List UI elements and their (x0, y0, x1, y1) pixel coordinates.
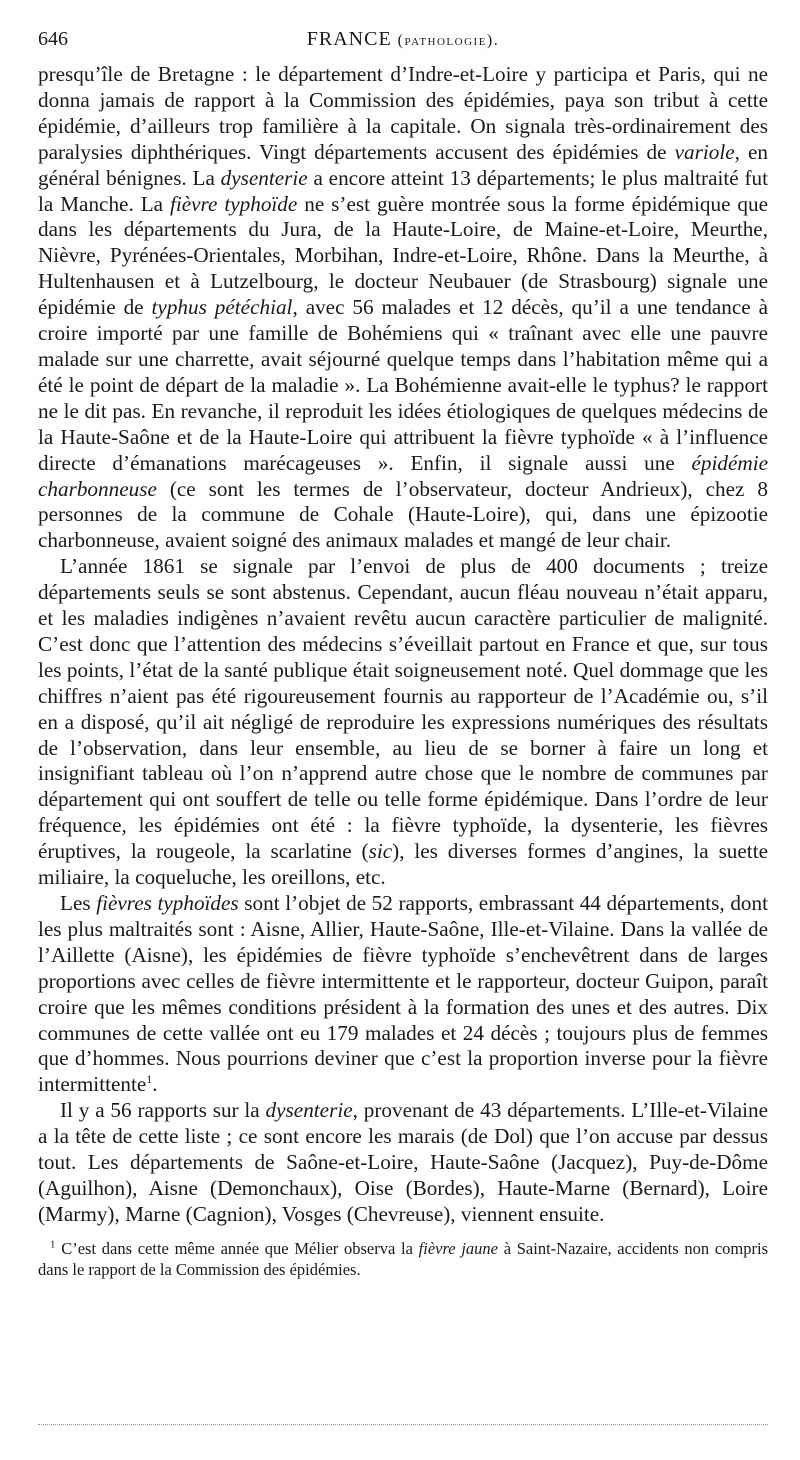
italic-term: épidémie charbonneuse (38, 450, 768, 501)
text-run: a encore atteint 13 départements; le plus maltraité fut la Manche. La (38, 165, 768, 216)
paragraph (38, 891, 768, 1098)
page-header (38, 22, 768, 62)
italic-term: typhus pétéchial (151, 295, 293, 320)
paragraph (38, 62, 768, 554)
text-run: L’année 1861 se signale par l’envoi de plus de 400 documents ; treize départements seuls se sont abstenus. Cependant, aucun fléau nouveau n’était apparu, et les maladies indigènes n’avaient revêtu aucun caractère particulier de malignité. C’est donc que l’attention des médecins s’éveillait partout en France et que, sur tous les points, l’état de la santé publique était soigneusement noté. Quel dommage que les chiffres n’aient pas été rigoureusement fournis au rapporteur de l’Académie ou, s’il en a disposé, qu’il ait négligé de reproduire les expressions numériques des résultats de l’observation, dans leur ensemble, au lieu de se borner à faire un long et insignifiant tableau où l’on n’apprend autre chose que le nombre de communes par département qui ont souffert de telle ou telle forme épidémique. Dans l’ordre de leur fréquence, les épidémies ont été : la fièvre typhoïde, la dysenterie, les fièvres éruptives, la rougeole, la scarlatine ( (38, 554, 768, 864)
footnote-mark: 1 (50, 1238, 56, 1251)
italic-term: fièvre jaune (418, 1238, 498, 1258)
italic-term: dysenterie (220, 165, 308, 190)
text-run: , en général bénignes. La (38, 139, 768, 190)
document-page (38, 22, 768, 1280)
running-head-subtitle: (pathologie). (397, 32, 500, 49)
footnote (38, 1238, 768, 1280)
page-number: 646 (38, 28, 68, 50)
paragraph (38, 554, 768, 891)
text-run: , provenant de 43 départements. L’Ille-et-Vilaine a la tête de cette liste ; ce sont encore les marais (de Dol) que l’on accuse par dessus tout. Les départements de Saône-et-Loire, Haute-Saône (Jacquez), Puy-de-Dôme (Aguilhon), Aisne (Demonchaux), Oise (Bordes), Haute-Marne (Bernard), Loire (Marmy), Marne (Cagnion), Vosges (Chevreuse), viennent ensuite. (38, 1098, 768, 1226)
italic-term: fièvres typhoïdes (96, 891, 239, 915)
text-run: ne s’est guère montrée sous la forme épidémique que dans les départements du Jura, de la Haute-Loire, de Maine-et-Loire, Meurthe, Nièvre, Pyrénées-Orientales, Morbihan, Indre-et-Loire, Rhône. Dans la Meurthe, à Hultenhausen et à Lutzelbourg, le docteur Neubauer (de Strasbourg) signale une épidémie de (38, 191, 768, 320)
text-run: C’est dans cette même année que Mélier observa la (61, 1238, 419, 1258)
text-run: , avec 56 malades et 12 décès, qu’il a une tendance à croire importé par une famille de Bohémiens qui « traînant avec elle une pauvre malade sur une charrette, avait séjourné quelque temps dans l’habitation même qui a été le point de départ de la maladie ». La Bohémienne avait-elle le typhus? le rapport ne le dit pas. En revanche, il reproduit les idées étiologiques de quelques médecins de la Haute-Saône et de la Haute-Loire qui attribuent la fièvre typhoïde « à l’influence directe d’émanations marécageuses ». Enfin, il signale aussi une (38, 295, 768, 475)
italic-term: sic (368, 839, 393, 864)
text-run: à Saint-Nazaire, accidents non compris dans le rapport de la Commission des épidémies. (38, 1238, 769, 1279)
text-run: ), les diverses formes d’angines, la suette miliaire, la coqueluche, les oreillons, etc. (38, 839, 768, 890)
body-text (38, 62, 768, 1228)
text-run: presqu’île de Bretagne : le département d’Indre-et-Loire y participa et Paris, qui ne donna jamais de rapport à la Commission des épidémies, paya son tribut à cette épidémie, d’ailleurs trop familière à la capitale. On signala très-ordinairement des paralysies diphthériques. Vingt départements accusent des épidémies de (38, 62, 768, 164)
text-run: (ce sont les termes de l’observateur, docteur Andrieux), chez 8 personnes de la commune de Cohale (Haute-Loire), qui, dans une épizootie charbonneuse, avaient soigné des animaux malades et mangé de leur chair. (38, 476, 768, 553)
text-run: Les (60, 891, 97, 915)
text-run: sont l’objet de 52 rapports, embrassant 44 départements, dont les plus maltraités sont : Aisne, Allier, Haute-Saône, Ille-et-Vilaine. Dans la vallée de l’Aillette (Aisne), les épidémies de fièvre typhoïde s’enchevêtrent dans de larges proportions avec celles de fièvre intermittente et le rapporteur, docteur Guipon, paraît croire que les mêmes conditions président à la formation des unes et des autres. Dix communes de cette vallée ont eu 179 malades et 24 décès ; toujours plus de femmes que d’hommes. Nous pourrions deviner que c’est la proportion inverse pour la fièvre intermittente (38, 891, 768, 1097)
running-head-title: FRANCE (306, 28, 392, 50)
bottom-rule (38, 1424, 768, 1425)
text-run: . (152, 1072, 158, 1097)
footnote-reference: 1 (146, 1072, 153, 1087)
paragraph (38, 1098, 768, 1228)
italic-term: variole (674, 139, 735, 164)
footnote-text (38, 1239, 768, 1279)
text-run: Il y a 56 rapports sur la (60, 1098, 266, 1123)
italic-term: dysenterie (265, 1098, 353, 1123)
running-head (38, 28, 768, 51)
italic-term: fièvre typhoïde (169, 191, 298, 216)
